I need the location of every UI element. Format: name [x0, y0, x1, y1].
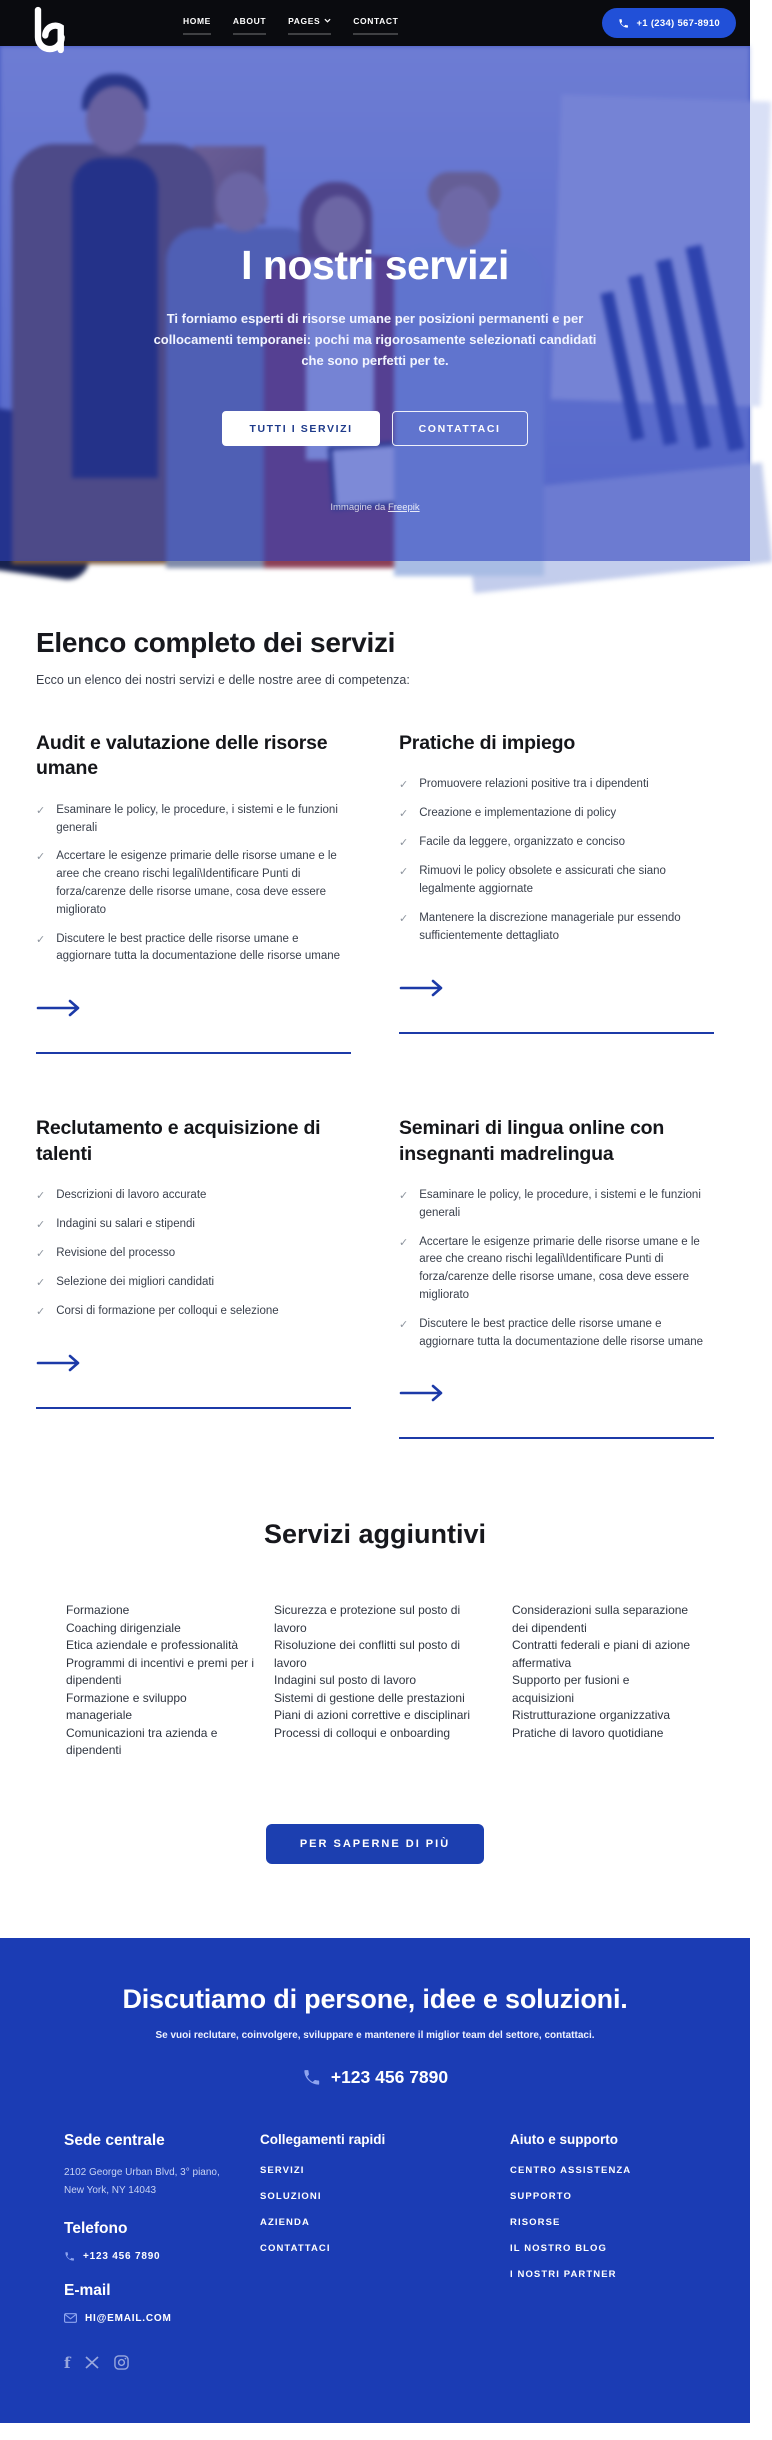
check-icon	[36, 1303, 45, 1321]
list-item: ✓ Accertare le esigenze primarie delle risorse umane e le aree che creano rischi legali\Identificare Punti di forza/carenze delle risorse umane, cosa deve essere migliorato	[36, 848, 351, 919]
additional-column-1	[66, 1602, 256, 1760]
arrow-right-icon	[399, 979, 445, 997]
card-title: Pratiche di impiego	[399, 732, 576, 754]
card-arrow-link[interactable]	[399, 1384, 449, 1407]
list-item: Formazione e sviluppo manageriale	[66, 1690, 187, 1723]
chevron-down-icon	[324, 18, 331, 23]
card-divider	[36, 1052, 351, 1054]
footer-columns	[0, 2132, 750, 2372]
office-address	[64, 2164, 260, 2200]
list-item: Piani di azioni correttive e disciplinari	[274, 1708, 471, 1723]
learn-more-button[interactable]: PER SAPERNE DI PIÙ	[266, 1824, 484, 1864]
list-item: Considerazioni sulla separazione dei dipendenti	[512, 1603, 689, 1635]
check-icon	[399, 863, 408, 899]
list-item: Contratti federali e piani di azione affermativa	[512, 1638, 691, 1670]
footer-link-risorse[interactable]: RISORSE	[510, 2216, 561, 2228]
footer-support-column	[510, 2132, 686, 2372]
list-item: Comunicazioni tra azienda e dipendenti	[66, 1725, 218, 1758]
page-title: I nostri servizi	[241, 242, 509, 288]
check-icon	[36, 1245, 45, 1263]
list-item: ✓ Revisione del processo	[36, 1245, 351, 1263]
footer-email-link[interactable]	[64, 2313, 260, 2324]
footer-office-column	[64, 2132, 260, 2372]
card-divider	[399, 1437, 714, 1439]
phone-icon	[302, 2068, 321, 2087]
list-item: ✓ Esaminare le policy, le procedure, i sistemi e le funzioni generali	[36, 802, 351, 838]
footer-sample-text[interactable]: Sample text. Click to select the Text Element.	[285, 2429, 465, 2440]
check-icon	[36, 1187, 45, 1205]
social-links	[64, 2354, 260, 2372]
check-icon	[399, 1234, 408, 1305]
phone-title: Telefono	[64, 2219, 128, 2237]
services-subheading: Ecco un elenco dei nostri servizi e delle nostre aree di competenza:	[36, 673, 410, 687]
footer-phone-link[interactable]	[64, 2251, 260, 2262]
additional-services-heading: Servizi aggiuntivi	[263, 1519, 487, 1550]
email-title: E-mail	[64, 2281, 111, 2299]
phone-icon	[64, 2251, 75, 2262]
list-item: ✓ Mantenere la discrezione manageriale pur essendo sufficientemente dettagliato	[399, 910, 714, 946]
hero-subtitle: Ti forniamo esperti di risorse umane per posizioni permanenti e per collocamenti temporanei: pochi ma rigorosamente selezionati candidati che sono perfetti per te.	[153, 311, 597, 368]
x-twitter-icon[interactable]	[85, 2356, 99, 2369]
image-credit	[0, 502, 750, 513]
list-item: ✓ Esaminare le policy, le procedure, i sistemi e le funzioni generali	[399, 1187, 714, 1223]
nav-item-pages[interactable]	[288, 12, 331, 35]
card-arrow-link[interactable]	[399, 979, 449, 1002]
footer	[0, 1938, 750, 2440]
list-item: Coaching dirigenziale	[66, 1620, 181, 1635]
logo-icon	[28, 8, 68, 52]
footer-quick-links-column	[260, 2132, 510, 2372]
card-divider	[36, 1407, 351, 1409]
additional-column-2	[274, 1602, 494, 1760]
list-item: Programmi di incentivi e premi per i dipendenti	[66, 1655, 255, 1688]
list-item: ✓ Accertare le esigenze primarie delle risorse umane e le aree che creano rischi legali\Identificare Punti di forza/carenze delle risorse umane, cosa deve essere migliorato	[399, 1234, 714, 1305]
card-title: Reclutamento e acquisizione di talenti	[36, 1117, 321, 1165]
freepik-link[interactable]: Freepik	[387, 502, 420, 514]
footer-link-centro-assistenza[interactable]: CENTRO ASSISTENZA	[510, 2164, 632, 2176]
card-divider	[399, 1032, 714, 1034]
footer-big-phone-link[interactable]	[302, 2067, 448, 2088]
list-item: Etica aziendale e professionalità	[66, 1638, 239, 1653]
nav-item-home[interactable]: HOME	[183, 12, 211, 35]
list-item: Sistemi di gestione delle prestazioni	[274, 1690, 465, 1705]
check-icon	[399, 910, 408, 946]
office-title: Sede centrale	[64, 2131, 165, 2149]
list-item: Indagini sul posto di lavoro	[274, 1673, 417, 1688]
list-item: Ristrutturazione organizzativa	[512, 1708, 671, 1723]
contact-us-button[interactable]: CONTATTACI	[392, 411, 528, 446]
additional-services-section	[0, 1439, 750, 1938]
list-item: ✓ Creazione e implementazione di policy	[399, 805, 714, 823]
footer-link-i-nostri-partner[interactable]: I NOSTRI PARTNER	[510, 2268, 617, 2280]
card-arrow-link[interactable]	[36, 1354, 86, 1377]
card-title: Seminari di lingua online con insegnanti madrelingua	[399, 1117, 665, 1165]
list-item: Risoluzione dei conflitti sul posto di lavoro	[274, 1638, 461, 1670]
list-item: ✓ Discutere le best practice delle risorse umane e aggiornare tutta la documentazione delle risorse umane	[399, 1316, 714, 1352]
footer-link-contattaci[interactable]: CONTATTACI	[260, 2242, 331, 2254]
check-icon	[36, 1274, 45, 1292]
instagram-icon[interactable]	[114, 2355, 129, 2370]
main-nav	[183, 0, 398, 46]
footer-heading: Discutiamo di persone, idee e soluzioni.	[122, 1983, 628, 2014]
check-icon	[36, 848, 45, 919]
footer-link-servizi[interactable]: SERVIZI	[260, 2164, 305, 2176]
check-icon	[399, 1316, 408, 1352]
footer-email-address: HI@EMAIL.COM	[85, 2312, 172, 2324]
list-item: Formazione	[66, 1603, 130, 1618]
check-icon	[36, 931, 45, 967]
check-icon	[399, 834, 408, 852]
top-navbar	[0, 0, 750, 46]
service-card-language-seminars	[399, 1116, 714, 1439]
check-icon	[399, 1187, 408, 1223]
check-icon	[399, 776, 408, 794]
image-credit-text: Immagine da	[330, 502, 388, 514]
list-item: ✓ Discutere le best practice delle risorse umane e aggiornare tutta la documentazione delle risorse umane	[36, 931, 351, 967]
list-item: ✓ Rimuovi le policy obsolete e assicurati che siano legalmente aggiornate	[399, 863, 714, 899]
phone-icon	[618, 18, 629, 29]
footer-link-il-nostro-blog[interactable]: IL NOSTRO BLOG	[510, 2242, 608, 2254]
service-card-employment	[399, 731, 714, 1054]
list-item: Sicurezza e protezione sul posto di lavoro	[274, 1603, 461, 1635]
nav-item-pages-label: PAGES	[288, 15, 321, 26]
service-card-audit	[36, 731, 351, 1054]
nav-item-contact[interactable]: CONTACT	[353, 12, 398, 35]
list-item: Pratiche di lavoro quotidiane	[512, 1725, 664, 1740]
all-services-button[interactable]: TUTTI I SERVIZI	[222, 411, 379, 446]
list-item: ✓ Corsi di formazione per colloqui e selezione	[36, 1303, 351, 1321]
services-section	[0, 561, 750, 1439]
footer-big-phone-number: +123 456 7890	[330, 2066, 449, 2087]
arrow-right-icon	[36, 999, 82, 1017]
arrow-right-icon	[36, 1354, 82, 1372]
address-line: New York, NY 14043	[64, 2184, 157, 2196]
list-item: ✓ Descrizioni di lavoro accurate	[36, 1187, 351, 1205]
footer-subheading: Se vuoi reclutare, coinvolgere, sviluppare e mantenere il miglior team del settore, contattaci.	[155, 2029, 595, 2041]
support-title: Aiuto e supporto	[510, 2131, 618, 2147]
list-item: Supporto per fusioni e acquisizioni	[512, 1673, 630, 1705]
hero-section	[0, 46, 750, 561]
list-item: ✓ Facile da leggere, organizzato e conciso	[399, 834, 714, 852]
header-phone-button[interactable]	[602, 8, 736, 38]
footer-link-azienda[interactable]: AZIENDA	[260, 2216, 310, 2228]
card-arrow-link[interactable]	[36, 999, 86, 1022]
list-item: Processi di colloqui e onboarding	[274, 1725, 451, 1740]
hero-buttons	[0, 411, 750, 446]
arrow-right-icon	[399, 1384, 445, 1402]
company-logo[interactable]	[28, 8, 68, 52]
card-title: Audit e valutazione delle risorse umane	[36, 732, 328, 780]
footer-link-soluzioni[interactable]: SOLUZIONI	[260, 2190, 322, 2202]
nav-item-about[interactable]: ABOUT	[233, 12, 266, 35]
mail-icon	[64, 2313, 77, 2323]
list-item: ✓ Indagini su salari e stipendi	[36, 1216, 351, 1234]
service-cards-grid	[36, 731, 714, 1439]
check-icon	[36, 1216, 45, 1234]
services-heading: Elenco completo dei servizi	[36, 627, 396, 658]
check-icon	[399, 805, 408, 823]
header-phone-label: +1 (234) 567-8910	[636, 17, 720, 29]
additional-services-columns	[0, 1602, 750, 1760]
quick-links-title: Collegamenti rapidi	[260, 2131, 386, 2147]
footer-phone-number: +123 456 7890	[83, 2250, 161, 2262]
service-card-recruiting	[36, 1116, 351, 1439]
additional-column-3	[512, 1602, 692, 1760]
address-line: 2102 George Urban Blvd, 3° piano,	[64, 2166, 220, 2178]
list-item: ✓ Selezione dei migliori candidati	[36, 1274, 351, 1292]
list-item: ✓ Promuovere relazioni positive tra i dipendenti	[399, 776, 714, 794]
check-icon	[36, 802, 45, 838]
footer-link-supporto[interactable]: SUPPORTO	[510, 2190, 572, 2202]
facebook-icon[interactable]: f	[64, 2353, 71, 2372]
